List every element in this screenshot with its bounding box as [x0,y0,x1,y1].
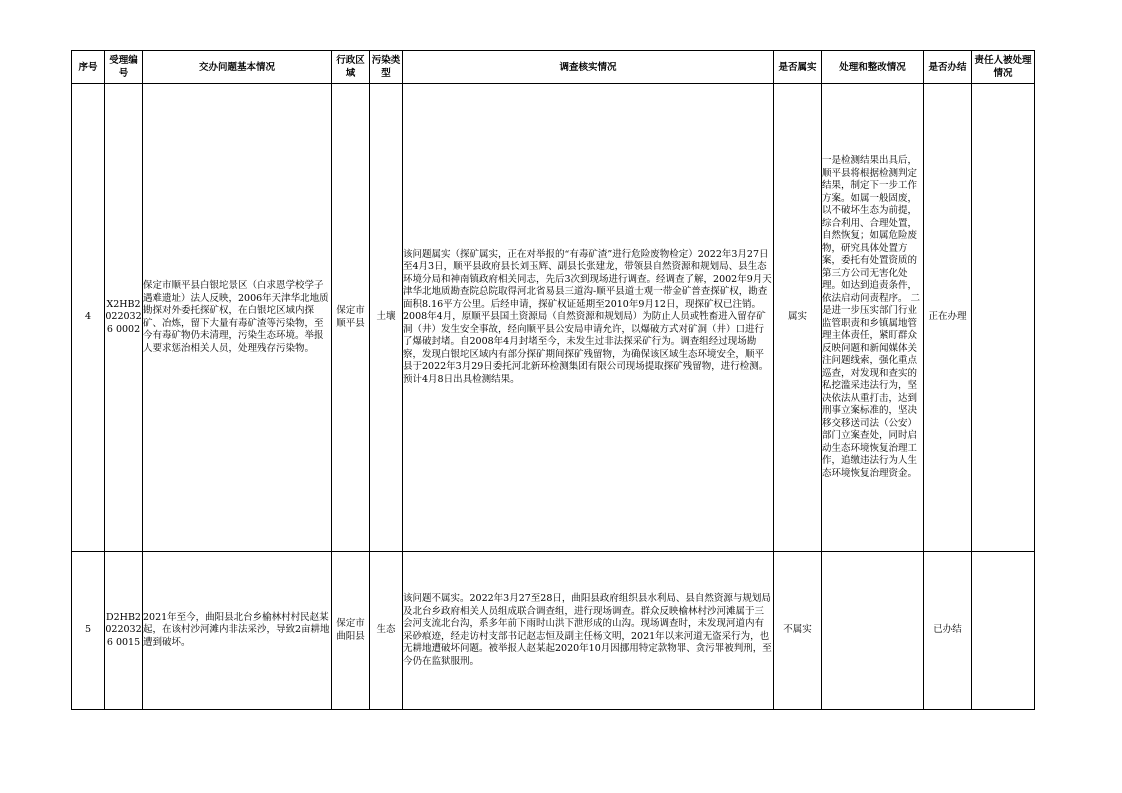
cell-verified: 不属实 [774,552,822,710]
cell-closed: 已办结 [924,552,972,710]
cell-region: 保定市曲阳县 [332,552,370,710]
header-investigation: 调查核实情况 [403,51,774,84]
cell-region: 保定市顺平县 [332,84,370,552]
cell-accountability [972,84,1035,552]
cell-accountability [972,552,1035,710]
header-type: 污染类型 [370,51,403,84]
cell-investigation: 该问题不属实。2022年3月27至28日，曲阳县政府组织县水利局、县自然资源与规划局及北台乡政府相关人员组成联合调查组，进行现场调查。群众反映榆林村沙河滩属于三会河支流北台沟，系多年前下雨时山洪下泄形成的山沟。现场调查时，未发现河道内有采砂痕迹，经走访村支部书记赵志恒及副主任杨文明，2021年以来河道无盗采行为，也无耕地遭破坏问题。被举报人赵某起2020年10月因挪用特定款物罪、贪污罪被判刑，至今仍在监狱服刑。 [403,552,774,710]
cell-seq: 5 [72,552,105,710]
header-problem: 交办问题基本情况 [143,51,332,84]
cell-seq: 4 [72,84,105,552]
cell-closed: 正在办理 [924,84,972,552]
cell-problem: 2021年至今，曲阳县北台乡榆林村村民赵某起，在该村沙河滩内非法采沙，导致2亩耕地遭到破坏。 [143,552,332,710]
table-row [72,552,1035,710]
header-verified: 是否属实 [774,51,822,84]
header-accountability: 责任人被处理情况 [972,51,1035,84]
header-handling: 处理和整改情况 [822,51,924,84]
cell-problem: 保定市顺平县白银坨景区（白求恩学校学子遇难遗址）法人反映，2006年天津华北地质勘探对外委托探矿权，在白银坨区域内探矿、冶炼，留下大量有毒矿渣等污染物，至今有毒矿物仍未清理，污染生态环境。举报人要求惩治相关人员，处理残存污染物。 [143,84,332,552]
header-seq: 序号 [72,51,105,84]
header-region: 行政区域 [332,51,370,84]
cell-verified: 属实 [774,84,822,552]
case-table [71,50,1035,710]
cell-code: X2HB20220326 0002 [105,84,143,552]
header-code: 受理编号 [105,51,143,84]
cell-code: D2HB20220326 0015 [105,552,143,710]
header-closed: 是否办结 [924,51,972,84]
table-row [72,84,1035,552]
cell-handling [822,552,924,710]
header-row [72,51,1035,84]
cell-type: 土壤 [370,84,403,552]
cell-handling: 一是检测结果出具后，顺平县将根据检测判定结果，制定下一步工作方案。如属一般固废，以不破坏生态为前提，综合利用、合理处置，自然恢复；如属危险废物，研究具体处置方案，委托有处置资质的第三方公司无害化处理。如达到追责条件，依法启动问责程序。 二是进一步压实部门行业监管职责和乡镇属地管理主体责任，紧盯群众反映问题和新闻媒体关注问题线索，强化重点巡查，对发现和查实的私挖滥采违法行为，坚决依法从重打击，达到刑事立案标准的，坚决移交移送司法（公安）部门立案查处，同时启动生态环境恢复治理工作，追缴违法行为人生态环境恢复治理资金。 [822,84,924,552]
cell-investigation: 该问题属实（探矿属实，正在对举报的“有毒矿渣”进行危险废物检定）2022年3月27日至4月3日，顺平县政府县长刘玉辉、副县长张建龙，带领县自然资源和规划局、县生态环境分局和神南镇政府相关同志，先后3次到现场进行调查。经调查了解，2002年9月天津华北地质勘查院总院取得河北省易县三道沟-顺平县道士观一带金矿普查探矿权，勘查面积8.16平方公里。后经申请，探矿权证延期至2010年9月12日，现探矿权已注销。2008年4月，原顺平县国土资源局（自然资源和规划局）为防止人员或牲畜进入留存矿洞（井）发生安全事故，经向顺平县公安局申请允许，以爆破方式对矿洞（井）口进行了爆破封堵。自2008年4月封堵至今，未发生过非法探采矿行为。调查组经过现场勘察，发现白银坨区域内有部分探矿期间探矿残留物，为确保该区域生态环境安全，顺平县于2022年3月29日委托河北新环检测集团有限公司现场提取探矿残留物，进行检测。预计4月8日出具检测结果。 [403,84,774,552]
cell-type: 生态 [370,552,403,710]
